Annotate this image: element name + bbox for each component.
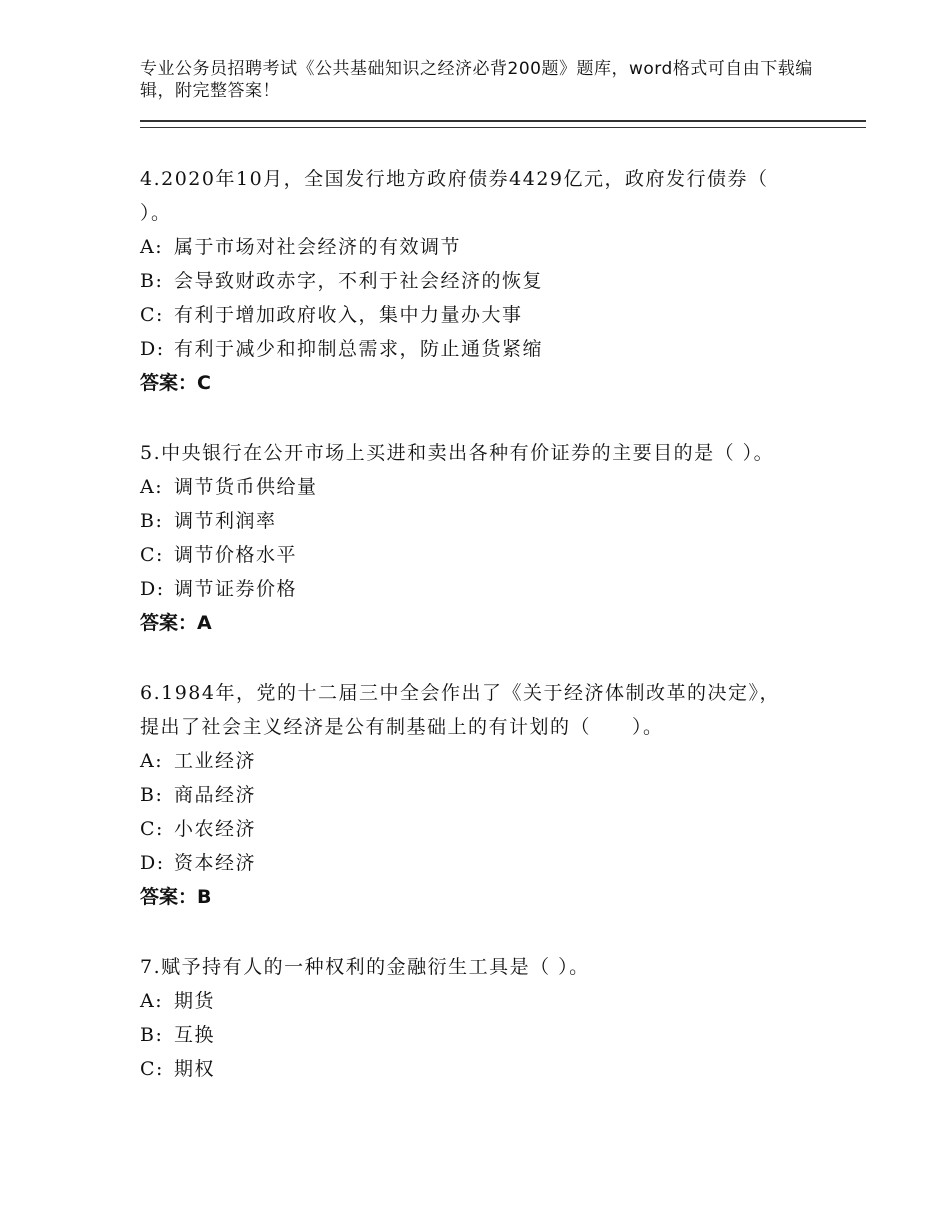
option-text: 会导致财政赤字，不利于社会经济的恢复 [174,270,544,292]
option-key: A: [140,236,164,258]
question-stem: 6.1984年，党的十二届三中全会作出了《关于经济体制改革的决定》，提出了社会主义经济是公有制基础上的有计划的（ ）。 [140,682,780,738]
option-text: 调节货币供给量 [174,476,318,498]
option-key: B: [140,1024,164,1046]
question-7 [140,950,800,1086]
option-key: C: [140,1058,164,1080]
option-key: B: [140,270,164,292]
spacer [140,640,800,676]
option-text: 调节价格水平 [174,544,298,566]
question-stem: 5.中央银行在公开市场上买进和卖出各种有价证券的主要目的是（ ）。 [140,442,775,464]
answer-line: 答案：C [140,372,211,394]
option-a [140,984,800,1018]
header-divider [140,120,866,128]
option-d [140,846,800,880]
option-key: D: [140,338,165,360]
question-4 [140,162,800,400]
question-5 [140,436,800,640]
option-a [140,470,800,504]
option-b [140,1018,800,1052]
question-list [140,162,800,1086]
option-key: D: [140,578,165,600]
option-c [140,1052,800,1086]
spacer [140,400,800,436]
option-b [140,778,800,812]
option-text: 小农经济 [174,818,257,840]
document-header: 专业公务员招聘考试《公共基础知识之经济必背200题》题库，word格式可自由下载编辑，附完整答案！ [140,59,813,101]
option-key: B: [140,784,164,806]
answer-line: 答案：A [140,612,212,634]
option-c [140,298,800,332]
option-key: B: [140,510,164,532]
option-text: 期权 [174,1058,216,1080]
option-text: 有利于增加政府收入，集中力量办大事 [174,304,523,326]
option-text: 商品经济 [174,784,257,806]
option-key: D: [140,852,165,874]
question-stem: 7.赋予持有人的一种权利的金融衍生工具是（ ）。 [140,956,590,978]
option-c [140,812,800,846]
option-text: 资本经济 [174,852,257,874]
spacer [140,914,800,950]
option-a [140,230,800,264]
question-stem: 4.2020年10月，全国发行地方政府债券4429亿元，政府发行债券（ ）。 [140,168,769,224]
option-key: C: [140,304,164,326]
option-key: C: [140,818,164,840]
option-text: 属于市场对社会经济的有效调节 [174,236,462,258]
option-key: A: [140,750,164,772]
answer-line: 答案：B [140,886,212,908]
option-text: 调节证券价格 [174,578,298,600]
option-d [140,332,800,366]
option-text: 有利于减少和抑制总需求，防止通货紧缩 [174,338,544,360]
option-text: 调节利润率 [174,510,277,532]
option-text: 期货 [174,990,216,1012]
option-b [140,504,800,538]
option-d [140,572,800,606]
option-key: C: [140,544,164,566]
option-text: 互换 [174,1024,216,1046]
option-key: A: [140,476,164,498]
option-b [140,264,800,298]
question-6 [140,676,800,914]
option-text: 工业经济 [174,750,257,772]
option-key: A: [140,990,164,1012]
option-c [140,538,800,572]
option-a [140,744,800,778]
